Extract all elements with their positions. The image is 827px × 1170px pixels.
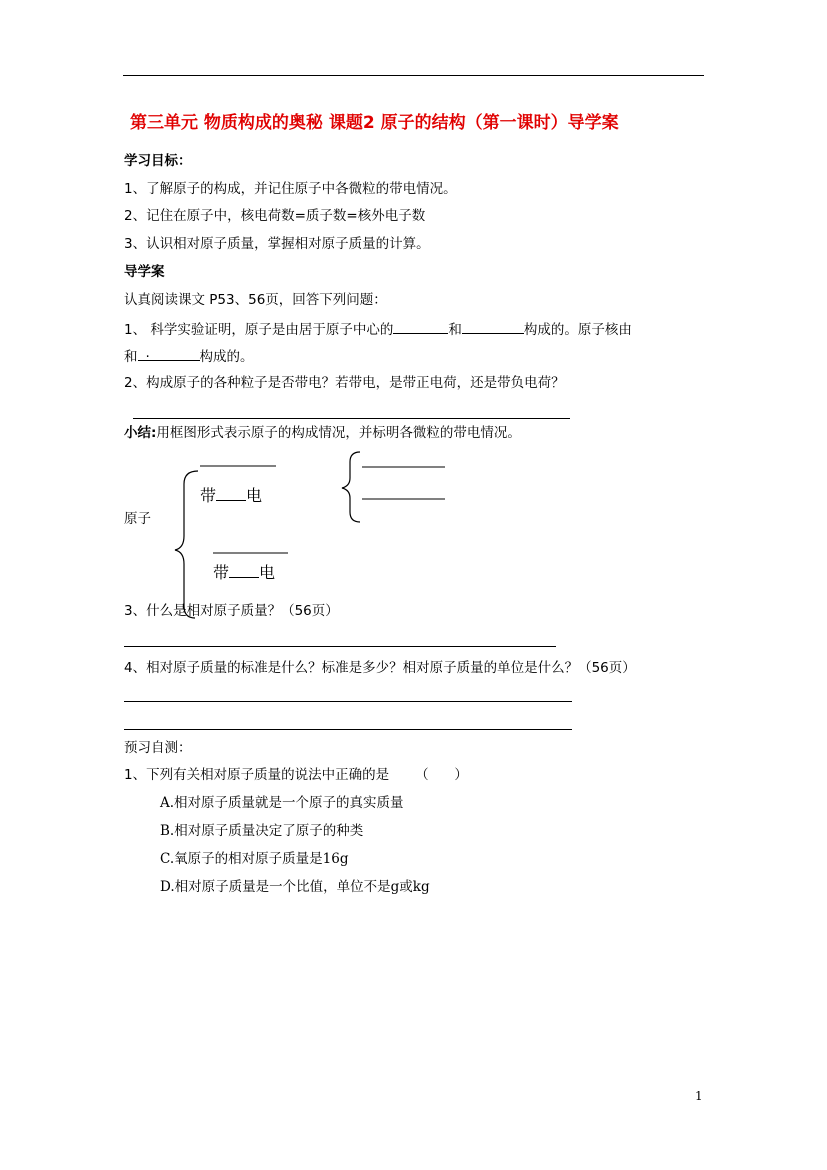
summary-text: 用框图形式表示原子的构成情况，并标明各微粒的带电情况。 — [156, 425, 521, 441]
blank-dot: . — [145, 345, 150, 361]
question-1-line2-and: 和 — [124, 349, 138, 365]
objective-item-3: 3、认识相对原子质量，掌握相对原子质量的计算。 — [124, 236, 430, 252]
charge-label-1 — [200, 485, 262, 506]
self-test-question-text: 1、下列有关相对原子质量的说法中正确的是 — [124, 767, 390, 783]
right-brace-small — [342, 452, 360, 522]
question-1-text-a: 1、 科学实验证明，原子是由居于原子中心的 — [124, 322, 394, 338]
option-a[interactable]: A.相对原子质量就是一个原子的真实质量 — [160, 795, 404, 811]
option-b[interactable]: B.相对原子质量决定了原子的种类 — [160, 823, 364, 839]
charge-blank-1[interactable] — [216, 485, 246, 501]
answer-line-q3[interactable] — [124, 646, 556, 647]
objective-item-2: 2、记住在原子中，核电荷数=质子数=核外电子数 — [124, 208, 426, 224]
self-test-question — [124, 766, 468, 784]
question-1-and: 和 — [448, 322, 462, 338]
question-1-line2-suffix: 构成的。 — [199, 349, 254, 365]
objective-item-1: 1、了解原子的构成，并记住原子中各微粒的带电情况。 — [124, 181, 457, 197]
charge-2-prefix: 带 — [213, 563, 230, 582]
guide-heading: 导学案 — [124, 264, 165, 280]
charge-2-suffix: 电 — [259, 563, 276, 582]
diagram-root-atom: 原子 — [124, 511, 151, 527]
question-2: 2、构成原子的各种粒子是否带电？若带电，是带正电荷，还是带负电荷？ — [124, 375, 565, 391]
self-test-heading: 预习自测： — [124, 740, 192, 756]
page-number: 1 — [695, 1089, 703, 1103]
page-title: 第三单元 物质构成的奥秘 课题2 原子的结构（第一课时）导学案 — [130, 113, 619, 133]
answer-line-q4-2[interactable] — [124, 729, 572, 730]
question-1-text-b: 构成的。原子核由 — [523, 322, 632, 338]
option-c[interactable]: C.氧原子的相对原子质量是16g — [160, 851, 349, 867]
option-d[interactable]: D.相对原子质量是一个比值，单位不是g或kg — [160, 879, 430, 895]
objectives-heading: 学习目标： — [124, 153, 192, 169]
answer-parentheses[interactable]: （ ） — [415, 767, 468, 783]
charge-blank-2[interactable] — [229, 562, 259, 578]
left-brace-large — [175, 471, 198, 618]
charge-1-prefix: 带 — [200, 486, 217, 505]
charge-label-2 — [213, 562, 275, 583]
summary-label: 小结: — [124, 425, 157, 441]
question-3: 3、什么是相对原子质量？（56页） — [124, 603, 339, 619]
guide-intro: 认真阅读课文 P53、56页，回答下列问题： — [124, 292, 387, 308]
answer-line-q4-1[interactable] — [124, 701, 572, 702]
question-4: 4、相对原子质量的标准是什么？标准是多少？相对原子质量的单位是什么？（56页） — [124, 660, 636, 676]
charge-1-suffix: 电 — [246, 486, 263, 505]
